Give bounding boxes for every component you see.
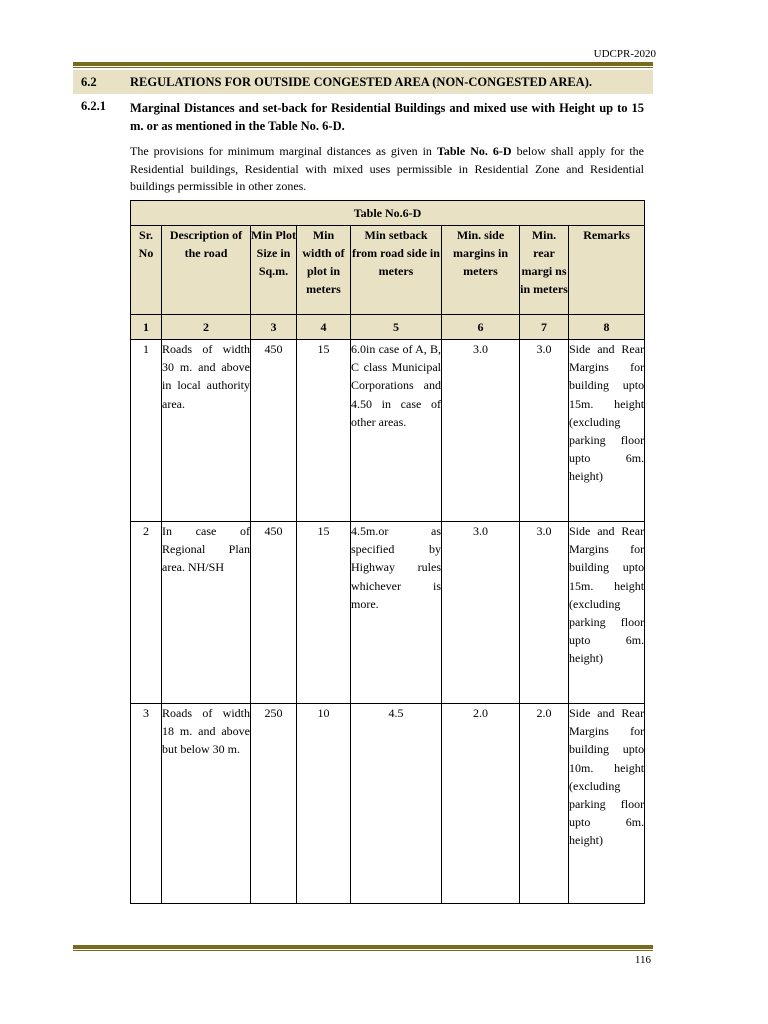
cell-plot-size: 450 xyxy=(251,522,297,704)
column-number: 4 xyxy=(297,315,351,340)
cell-plot-width: 10 xyxy=(297,704,351,904)
subsection-number: 6.2.1 xyxy=(81,99,106,113)
cell-description: Roads of width 30 m. and above in local authority area. xyxy=(162,340,251,522)
header-rear-margins: Min. rear margi ns in meters xyxy=(520,226,569,315)
subsection-title: Marginal Distances and set-back for Residential Buildings and mixed use with Height up to 15 m. or as mentioned in the Table No. 6-D. xyxy=(130,101,644,133)
page-number: 116 xyxy=(634,954,651,966)
column-number: 6 xyxy=(442,315,520,340)
cell-side: 2.0 xyxy=(442,704,520,904)
header-remarks: Remarks xyxy=(569,226,645,315)
cell-side: 3.0 xyxy=(442,340,520,522)
column-number: 7 xyxy=(520,315,569,340)
column-number: 5 xyxy=(351,315,442,340)
table-6d xyxy=(130,200,645,904)
document-code: UDCPR-2020 xyxy=(593,48,656,60)
table-row xyxy=(131,340,645,522)
header-rule-thin xyxy=(73,67,653,68)
cell-description: Roads of width 18 m. and above but below 30 m. xyxy=(162,704,251,904)
cell-plot-size: 450 xyxy=(251,340,297,522)
cell-remarks: Side and Rear Margins for building upto 10m. height (excluding parking floor upto 6m. height) xyxy=(569,704,645,904)
column-number: 2 xyxy=(162,315,251,340)
cell-rear: 3.0 xyxy=(520,522,569,704)
cell-sr: 1 xyxy=(131,340,162,522)
header-rule xyxy=(73,62,653,66)
table-reference: Table No. 6-D xyxy=(436,144,512,158)
header-description: Description of the road xyxy=(162,226,251,315)
header-sr-no: Sr. No xyxy=(131,226,162,315)
cell-remarks: Side and Rear Margins for building upto 15m. height (excluding parking floor upto 6m. height) xyxy=(569,522,645,704)
cell-rear: 3.0 xyxy=(520,340,569,522)
table-row xyxy=(131,704,645,904)
section-title: REGULATIONS FOR OUTSIDE CONGESTED AREA (NON-CONGESTED AREA). xyxy=(130,75,592,89)
cell-description: In case of Regional Plan area. NH/SH xyxy=(162,522,251,704)
paragraph-text-after: below shall apply for the Residential buildings, Residential with mixed uses permissible in Residential Zone and Residential buildings permissible in other zones. xyxy=(130,144,644,193)
column-number: 1 xyxy=(131,315,162,340)
cell-setback: 4.5 xyxy=(351,704,442,904)
cell-rear: 2.0 xyxy=(520,704,569,904)
cell-plot-width: 15 xyxy=(297,522,351,704)
table-caption: Table No.6-D xyxy=(131,201,645,226)
table-row xyxy=(131,522,645,704)
cell-remarks: Side and Rear Margins for building upto 15m. height (excluding parking floor upto 6m. height) xyxy=(569,340,645,522)
cell-plot-size: 250 xyxy=(251,704,297,904)
intro-paragraph xyxy=(130,143,644,196)
cell-sr: 3 xyxy=(131,704,162,904)
cell-side: 3.0 xyxy=(442,522,520,704)
section-number: 6.2 xyxy=(81,75,97,89)
column-number-row xyxy=(131,315,645,340)
footer-rule-thin xyxy=(73,950,653,951)
cell-setback: 4.5m.or as specified by Highway rules whichever is more. xyxy=(351,522,442,704)
header-side-margins: Min. side margins in meters xyxy=(442,226,520,315)
section-heading xyxy=(73,70,653,94)
cell-setback: 6.0in case of A, B, C class Municipal Corporations and 4.50 in case of other areas. xyxy=(351,340,442,522)
cell-sr: 2 xyxy=(131,522,162,704)
header-plot-size: Min Plot Size in Sq.m. xyxy=(251,226,297,315)
header-setback: Min setback from road side in meters xyxy=(351,226,442,315)
paragraph-text-before: The provisions for minimum marginal distances as given in xyxy=(130,144,437,158)
header-plot-width: Min width of plot in meters xyxy=(297,226,351,315)
column-number: 8 xyxy=(569,315,645,340)
column-number: 3 xyxy=(251,315,297,340)
cell-plot-width: 15 xyxy=(297,340,351,522)
footer-rule xyxy=(73,945,653,949)
table-header-row xyxy=(131,226,645,315)
